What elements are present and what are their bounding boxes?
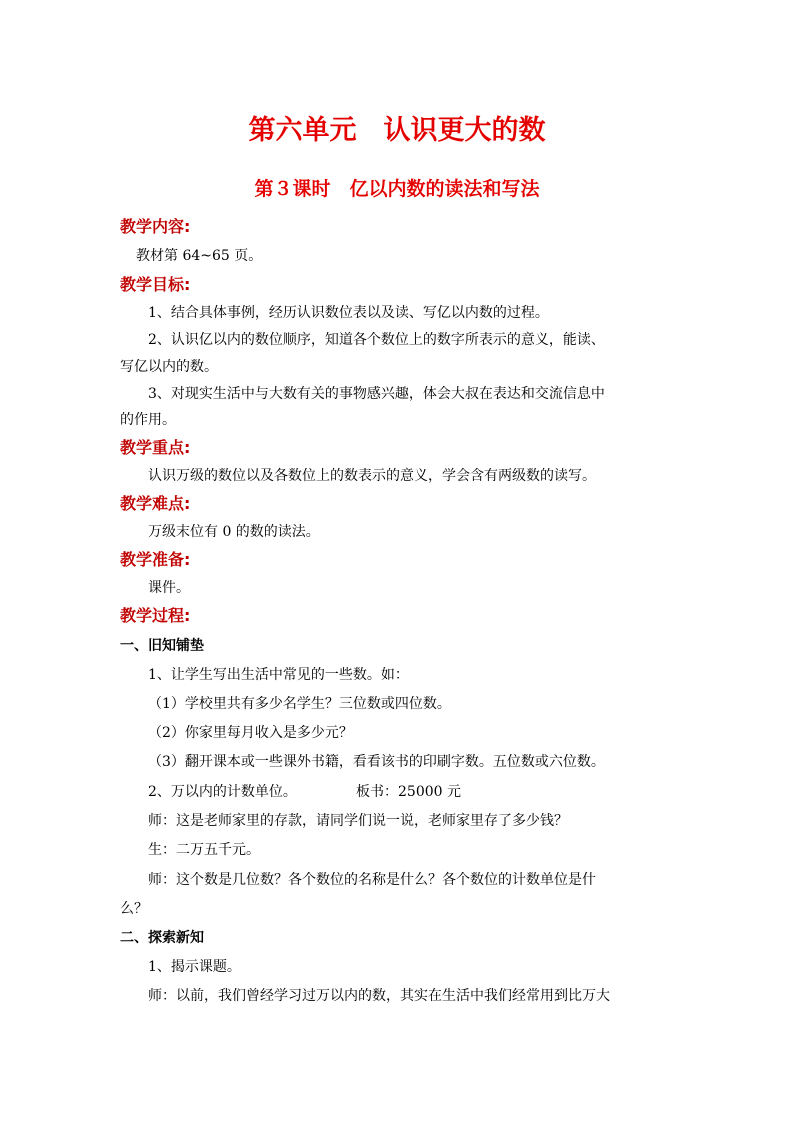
process-line: 师：这是老师家里的存款，请同学们说一说，老师家里存了多少钱？ [148,813,568,829]
objective-line: 的作用。 [120,412,176,428]
unit-title: 第六单元 认识更大的数 [248,115,546,146]
process-line: 1、揭示课题。 [148,959,241,975]
objectives-heading: 教学目标: [120,275,191,294]
difficulty-heading: 教学难点: [120,494,191,513]
section-2-title: 二、探索新知 [120,930,204,946]
process-line: 1、让学生写出生活中常见的一些数。如： [148,667,409,683]
objective-line: 写亿以内的数。 [120,359,218,375]
lesson-title: 第３课时 亿以内数的读法和写法 [254,178,540,200]
process-line: 么？ [120,901,148,917]
preparation-text: 课件。 [148,580,190,596]
process-line: 师：这个数是几位数？各个数位的名称是什么？各个数位的计数单位是什 [148,872,596,888]
objective-line: 1、结合具体事例，经历认识数位表以及读、写亿以内数的过程。 [148,305,549,321]
process-line: （3）翻开课本或一些课外书籍，看看该书的印刷字数。五位数或六位数。 [148,754,605,770]
content-heading: 教学内容: [120,217,191,236]
difficulty-text: 万级末位有 0 的数的读法。 [148,524,320,540]
process-line: （2）你家里每月收入是多少元？ [148,725,353,741]
preparation-heading: 教学准备: [120,550,191,569]
process-line: （1）学校里共有多少名学生？三位数或四位数。 [148,696,451,712]
objective-line: 2、认识亿以内的数位顺序，知道各个数位上的数字所表示的意义，能读、 [148,332,605,348]
key-point-heading: 教学重点: [120,438,191,457]
key-point-text: 认识万级的数位以及各数位上的数表示的意义，学会含有两级数的读写。 [148,468,596,484]
process-line: 2、万以内的计数单位。 [148,784,297,800]
objective-line: 3、对现实生活中与大数有关的事物感兴趣，体会大叔在表达和交流信息中 [148,386,605,402]
content-text: 教材第 64~65 页。 [136,248,263,264]
process-line: 师：以前，我们曾经学习过万以内的数，其实在生活中我们经常用到比万大 [148,988,610,1004]
board-note: 板书：25000 元 [356,784,461,800]
process-line: 生：二万五千元。 [148,842,260,858]
process-heading: 教学过程: [120,606,191,625]
section-1-title: 一、旧知铺垫 [120,638,204,654]
